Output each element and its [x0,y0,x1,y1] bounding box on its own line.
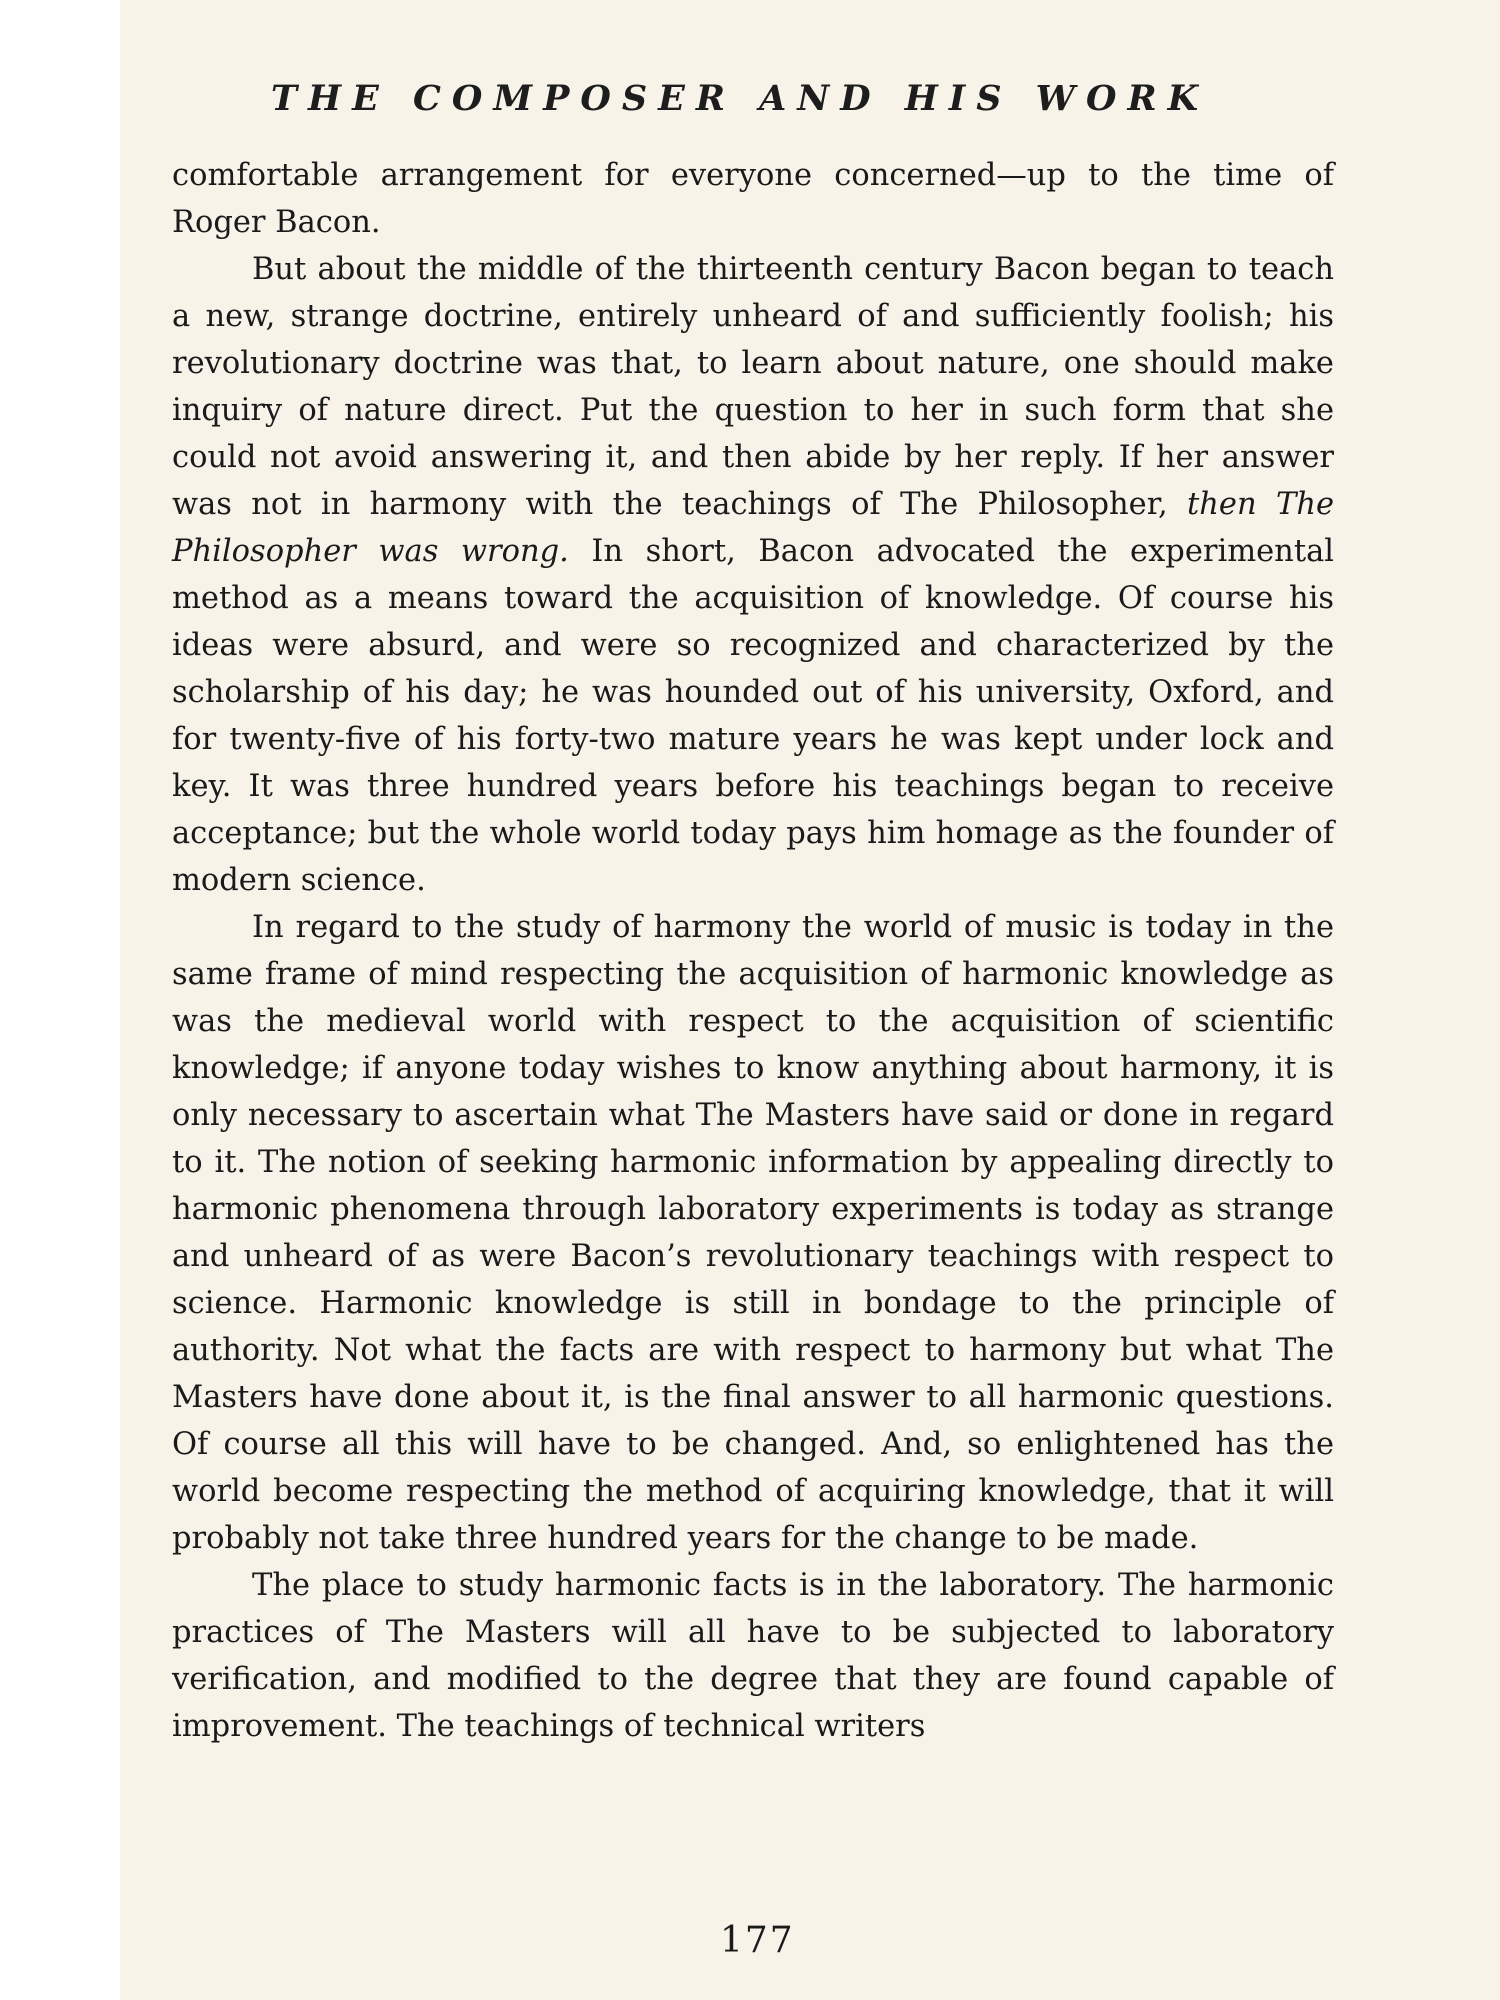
running-head [120,78,1500,119]
page-number: 177 [720,1920,795,1961]
paragraph-2 [172,246,1334,904]
paragraph-2-emphasis: then The Philosopher was wrong. [172,487,1335,569]
paragraph-2-continuation: In short, Bacon advocated the experimental method as a means toward the acquisition of knowledge. Of course his ideas were absurd, and were so recognized and characterized by the scholarship of his day; he was hounded out of his university, Oxford, and for twenty-five of his forty-two mature years he was kept under lock and key. It was three hundred years before his teachings began to receive acceptance; but the whole world today pays him homage as the founder of modern science. [172,534,1335,898]
paragraph-2-text: But about the middle of the thirteenth century Bacon began to teach a new, strange doctrine, entirely unheard of and sufficiently foolish; his revolutionary doctrine was that, to learn about nature, one should make inquiry of nature direct. Put the question to her in such form that she could not avoid answering it, and then abide by her reply. If her answer was not in harmony with the teachings of The Philosopher, [172,252,1334,522]
running-head-text: THE COMPOSER AND HIS WORK [271,78,1209,119]
paragraph-4: The place to study harmonic facts is in the laboratory. The harmonic practices of The Masters will all have to be subjected to laboratory verification, and modified to the degree that they are found capable of improvement. The teachings of technical writers [172,1568,1334,1744]
page-body [172,152,1334,1750]
paragraph-3: In regard to the study of harmony the world of music is today in the same frame of mind respecting the acquisition of harmonic knowledge as was the medieval world with respect to the acquisition of scientific knowledge; if anyone today wishes to know anything about harmony, it is only necessary to ascertain what The Masters have said or done in regard to it. The notion of seeking harmonic information by appealing directly to harmonic phenomena through laboratory experiments is today as strange and unheard of as were Bacon’s revolutionary teachings with respect to science. Harmonic knowledge is still in bondage to the principle of authority. Not what the facts are with respect to harmony but what The Masters have done about it, is the final answer to all harmonic questions. Of course all this will have to be changed. And, so enlightened has the world become respecting the method of acquiring knowledge, that it will probably not take three hundred years for the change to be made. [172,910,1334,1556]
paragraph-1: comfortable arrangement for everyone concerned—up to the time of Roger Bacon. [172,158,1334,240]
